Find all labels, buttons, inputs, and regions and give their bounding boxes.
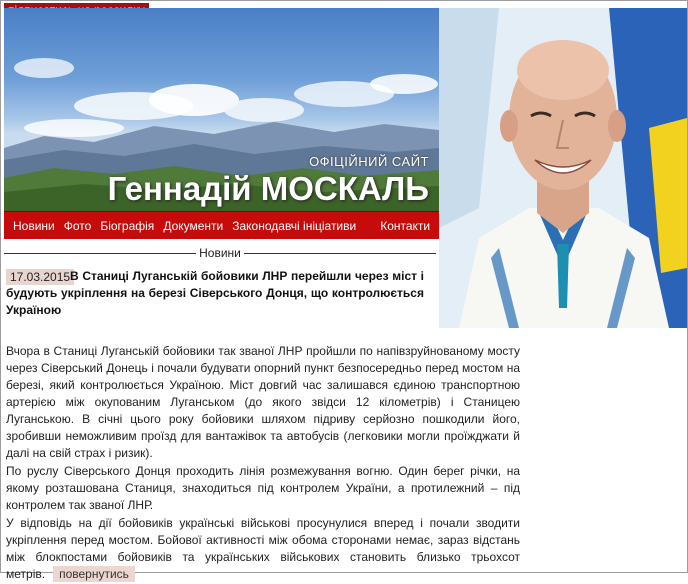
- article-paragraph: Вчора в Станиці Луганській бойовики так званої ЛНР пройшли по напівзруйнованому мосту через Сіверський Донець і почали будувати опорний пункт безпосередньо перед мостом на березі, який контролюється Україною. Міст довгий час залишався єдиною транспортною артерією між окупованим Луганськом (до якого звідси 12 кілометрів) і Станицею Луганською. В січні цього року бойовики шляхом підриву серйозно пошкодили його, зробивши неможливим проїзд для вантажівок та автобусів (легковики могли проїжджати й далі на свій страх і ризик).: [6, 344, 520, 460]
- site-subtitle: ОФІЦІЙНИЙ САЙТ: [309, 154, 429, 169]
- portrait-photo: [439, 8, 687, 328]
- nav-item-news[interactable]: Новини: [13, 218, 55, 233]
- nav-item-contacts[interactable]: Контакти: [380, 218, 431, 233]
- article-date: 17.03.2015: [6, 269, 74, 285]
- nav-item-photo[interactable]: Фото: [63, 218, 92, 233]
- nav-item-documents[interactable]: Документи: [163, 218, 224, 233]
- divider: [244, 253, 436, 254]
- news-heading-label: Новини: [199, 246, 241, 260]
- article-paragraph: По руслу Сіверського Донця проходить лінія розмежування вогню. Один берег річки, на якому розташована Станиця, знаходиться під контролем України, а протилежний – під контролем так званої ЛНР.: [6, 464, 520, 512]
- nav-item-biography[interactable]: Біографія: [100, 218, 155, 233]
- back-button[interactable]: повернутись: [53, 566, 135, 582]
- article-headline: В Станиці Луганській бойовики ЛНР перейшли через міст і будують укріплення на березі Сіверського Донця, що контролюється Україною: [6, 269, 424, 317]
- article-body: [6, 343, 520, 584]
- site-title: Геннадій МОСКАЛЬ: [107, 170, 429, 207]
- header-banner: [4, 8, 439, 211]
- main-nav: [4, 211, 439, 239]
- nav-item-legislative[interactable]: Законодавчі ініціативи: [232, 218, 357, 233]
- portrait-image: [439, 8, 687, 328]
- news-section-heading: [4, 245, 436, 261]
- article-paragraph-text: У відповідь на дії бойовиків українські військові просунулися вперед і почали зводити укріплення перед мостом. Бойової активності між обома сторонами немає, зараз відстань між блокпостами бойовиків та українських військових становить близько трьохсот метрів.: [6, 516, 520, 581]
- divider: [4, 253, 196, 254]
